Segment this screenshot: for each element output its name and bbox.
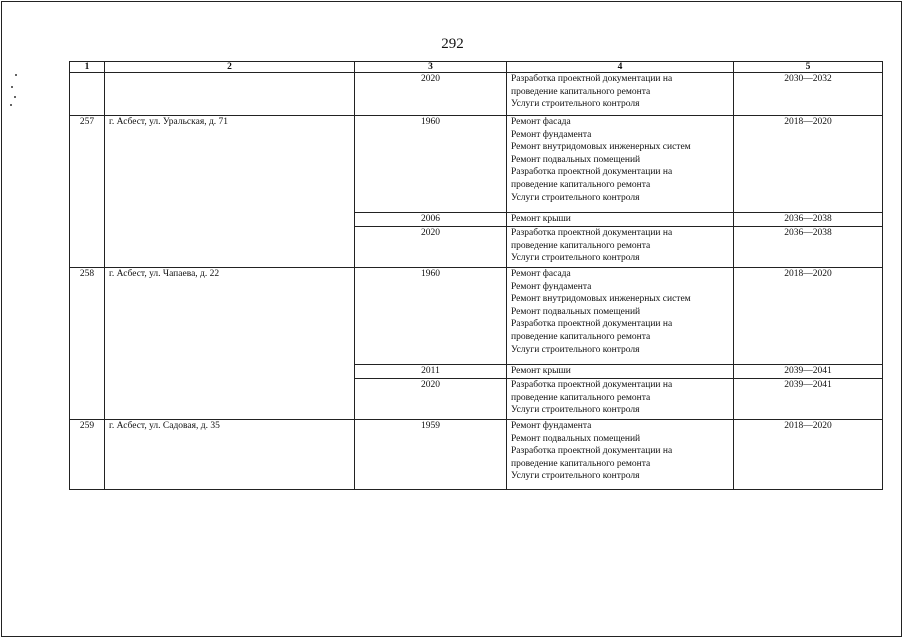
address-cell: г. Асбест, ул. Уральская, д. 71 [105, 116, 355, 268]
scan-speck [15, 74, 17, 76]
work-item: Услуги строительного контроля [511, 99, 640, 110]
year-cell: 2020 [355, 227, 507, 268]
repair-schedule-table [69, 61, 883, 490]
work-item: Ремонт подвальных помещений [511, 433, 641, 444]
work-item: Разработка проектной документации на [511, 167, 673, 178]
column-header: 3 [355, 62, 507, 73]
address-cell: г. Асбест, ул. Чапаева, д. 22 [105, 268, 355, 420]
row-number: 258 [70, 268, 105, 420]
works-cell [507, 213, 734, 227]
column-header: 4 [507, 62, 734, 73]
column-header: 1 [70, 62, 105, 73]
period-cell: 2018—2020 [734, 268, 883, 365]
year-cell: 2020 [355, 379, 507, 420]
scan-speck [11, 86, 13, 88]
table-row [70, 420, 883, 490]
column-header: 2 [105, 62, 355, 73]
period-cell: 2039—2041 [734, 365, 883, 379]
period-cell: 2030—2032 [734, 73, 883, 116]
works-cell [507, 420, 734, 490]
year-cell: 2006 [355, 213, 507, 227]
work-item: Услуги строительного контроля [511, 253, 640, 264]
work-item: Услуги строительного контроля [511, 344, 640, 355]
header-row [70, 62, 883, 73]
work-item: Ремонт фундамента [511, 129, 592, 140]
year-cell: 1960 [355, 268, 507, 365]
scan-speck [14, 96, 16, 98]
work-item: Ремонт внутридомовых инженерных систем [511, 142, 691, 153]
period-cell: 2039—2041 [734, 379, 883, 420]
work-item: Ремонт фундамента [511, 421, 592, 431]
work-item: Услуги строительного контроля [511, 471, 640, 482]
table-row [70, 116, 883, 213]
works-cell [507, 116, 734, 213]
scan-speck [10, 104, 12, 106]
works-cell [507, 268, 734, 365]
work-item: Ремонт подвальных помещений [511, 306, 641, 317]
year-cell: 1959 [355, 420, 507, 490]
work-item: проведение капитального ремонта [511, 331, 651, 342]
work-item: Ремонт внутридомовых инженерных систем [511, 294, 691, 305]
works-cell [507, 73, 734, 116]
column-header: 5 [734, 62, 883, 73]
work-item: Разработка проектной документации на [511, 319, 673, 330]
work-item: Разработка проектной документации на [511, 446, 673, 457]
work-item: Ремонт фундамента [511, 281, 592, 292]
work-item: проведение капитального ремонта [511, 458, 651, 469]
year-cell: 2011 [355, 365, 507, 379]
work-item: Разработка проектной документации на [511, 380, 673, 390]
row-number [70, 73, 105, 116]
works-cell [507, 365, 734, 379]
work-item: Услуги строительного контроля [511, 192, 640, 203]
page-number: 292 [441, 36, 464, 52]
period-cell: 2018—2020 [734, 420, 883, 490]
address-cell [105, 73, 355, 116]
work-item: Разработка проектной документации на [511, 74, 673, 84]
work-item: проведение капитального ремонта [511, 392, 651, 403]
work-item: проведение капитального ремонта [511, 179, 651, 190]
period-cell: 2018—2020 [734, 116, 883, 213]
period-cell: 2036—2038 [734, 213, 883, 227]
address-cell: г. Асбест, ул. Садовая, д. 35 [105, 420, 355, 490]
work-item: проведение капитального ремонта [511, 86, 651, 97]
work-item: Услуги строительного контроля [511, 405, 640, 416]
work-item: Ремонт подвальных помещений [511, 154, 641, 165]
table-row [70, 268, 883, 365]
table-row [70, 73, 883, 116]
works-cell [507, 379, 734, 420]
work-item: проведение капитального ремонта [511, 240, 651, 251]
work-item: Разработка проектной документации на [511, 228, 673, 238]
work-item: Ремонт крыши [511, 366, 571, 376]
year-cell: 2020 [355, 73, 507, 116]
row-number: 257 [70, 116, 105, 268]
work-item: Ремонт крыши [511, 214, 571, 224]
work-item: Ремонт фасада [511, 117, 571, 127]
works-cell [507, 227, 734, 268]
work-item: Ремонт фасада [511, 269, 571, 279]
row-number: 259 [70, 420, 105, 490]
year-cell: 1960 [355, 116, 507, 213]
period-cell: 2036—2038 [734, 227, 883, 268]
